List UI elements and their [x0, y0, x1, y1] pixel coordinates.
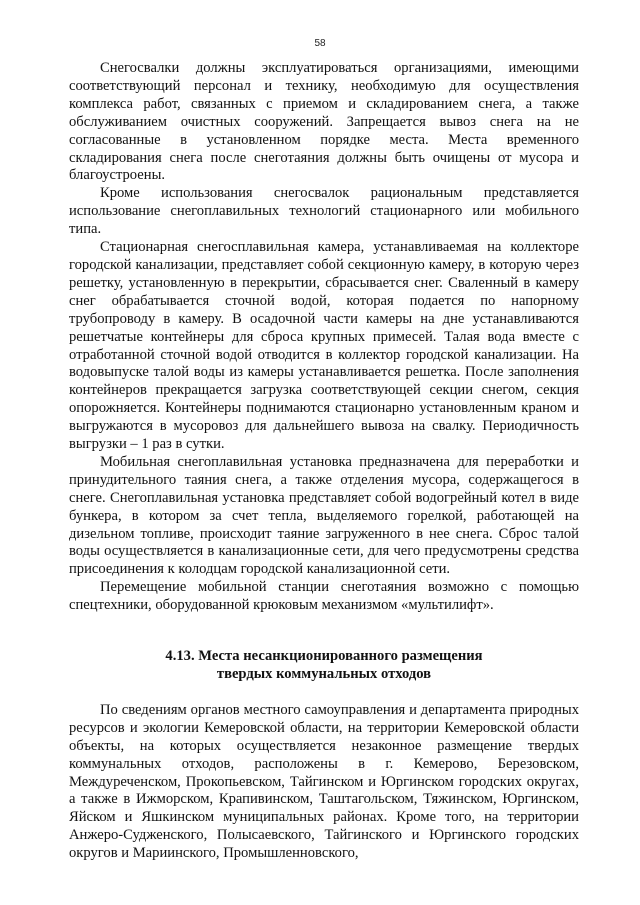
paragraph-snow-melting-tech: Кроме использования снегосвалок рациональным представляется использование снегоплавильных технологий стационарного или мобильного типа.: [69, 185, 579, 238]
paragraph-illegal-dumps: По сведениям органов местного самоуправления и департамента природных ресурсов и экологии Кемеровской области, на территории Кемеровской области объекты, на которых осуществляется незаконное размещение твердых коммунальных отходов, расположены в г. Кемерово, Березовском, Междуреченском, Прокопьевском, Тайгинском и Юргинском городских округах, а также в Ижморском, Крапивинском, Таштагольском, Тяжинском, Юргинском, Яйском и Яшкинском муниципальных районах. Кроме того, на территории Анжеро-Судженского, Полысаевского, Тайгинского и Юргинского городских округов и Мариинского, Промышленновского,: [69, 701, 579, 862]
paragraph-mobile-unit: Мобильная снегоплавильная установка предназначена для переработки и принудительного таяния снега, а также отделения мусора, содержащегося в снеге. Снегоплавильная установка представляет собой водогрейный котел в виде бункера, в котором за счет тепла, выделяемого горелкой, работающей на дизельном топливе, происходит таяние загруженного в нее снега. Сброс талой воды осуществляется в канализационные сети, для чего предусмотрены средства присоединения к колодцам городской канализационной сети.: [69, 453, 579, 578]
section-heading-line-1: 4.13. Места несанкционированного размещения: [165, 648, 483, 665]
paragraph-mobile-transport: Перемещение мобильной станции снеготаяния возможно с помощью спецтехники, оборудованной крюковым механизмом «мультилифт».: [69, 579, 579, 614]
page-number: 58: [314, 38, 326, 49]
paragraph-snow-dumps: Снегосвалки должны эксплуатироваться организациями, имеющими соответствующий персонал и технику, необходимую для осуществления комплекса работ, связанных с приемом и складированием снега, а также обслуживанием очистных сооружений. Запрещается вывоз снега на не согласованные в установленном порядке места. Места временного складирования снега после снеготаяния должны быть очищены от мусора и благоустроены.: [69, 60, 579, 184]
section-heading-line-2: твердых коммунальных отходов: [216, 666, 432, 682]
page-content: [69, 60, 579, 863]
paragraph-stationary-chamber: Стационарная снегосплавильная камера, устанавливаемая на коллекторе городской канализации, представляет собой секционную камеру, в которую через решетку, установленную в перекрытии, сбрасывается снег. Сваленный в камеру снег обрабатывается сточной водой, которая подается по напорному трубопроводу в камеру. В осадочной части камеры на дне устанавливаются решетчатые контейнеры для сброса крупных примесей. Талая вода вместе с отработанной сточной водой отводится в коллектор городской канализации. На водовыпуске талой воды из камеры устанавливается решетка. После заполнения контейнеров прекращается загрузка соответствующей секции снегом, секция опорожняется. Контейнеры поднимаются стационарно установленным краном и выгружаются в мусоровоз для дальнейшего вывоза на свалку. Периодичность выгрузки – 1 раз в сутки.: [69, 239, 579, 453]
section-heading: [69, 648, 579, 684]
section-spacer: [69, 684, 579, 702]
